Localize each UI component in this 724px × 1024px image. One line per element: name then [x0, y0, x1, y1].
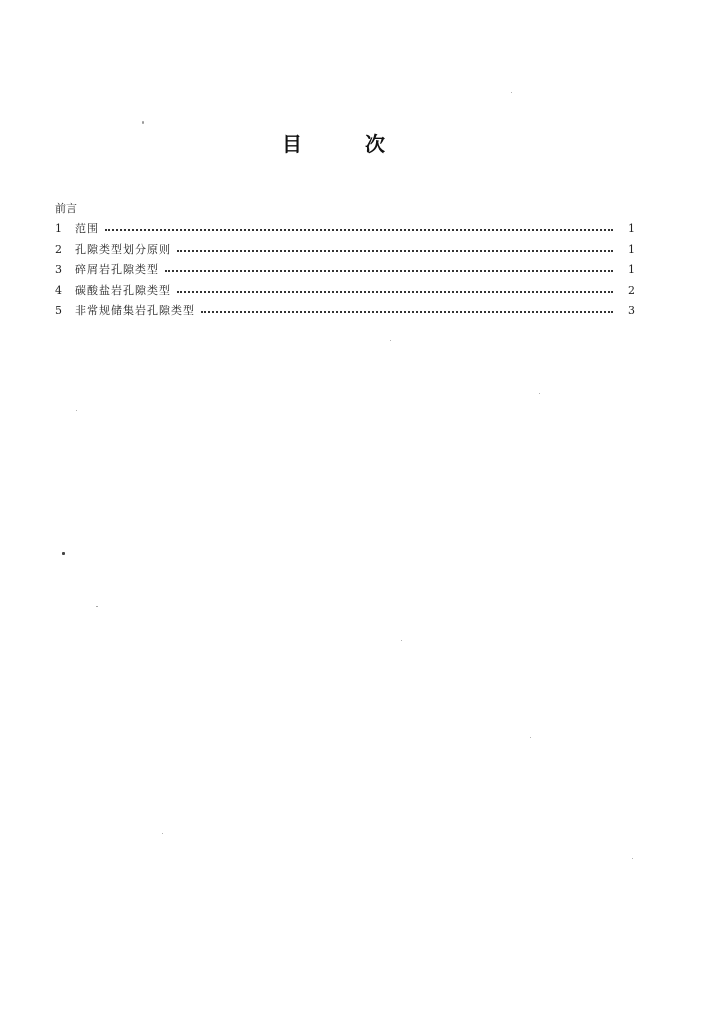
- toc-entry-label: 碎屑岩孔隙类型: [75, 263, 159, 277]
- toc-entry[interactable]: [55, 240, 635, 261]
- scan-speck: [401, 640, 402, 641]
- toc-leader-dots: [177, 291, 613, 293]
- toc-entry-number: 2: [55, 242, 62, 256]
- table-of-contents: [55, 201, 635, 322]
- toc-entry-label: 范围: [75, 222, 99, 236]
- toc-entry[interactable]: [55, 260, 635, 281]
- scan-speck: [511, 92, 512, 93]
- scan-speck: [96, 606, 98, 607]
- toc-leader-dots: [201, 311, 613, 313]
- toc-entry-page: 2: [628, 283, 635, 297]
- toc-entry[interactable]: [55, 301, 635, 322]
- toc-entry[interactable]: [55, 219, 635, 240]
- scan-speck: [62, 552, 65, 555]
- page-title: [0, 130, 724, 160]
- scan-speck: [632, 858, 633, 859]
- scan-speck: [539, 393, 540, 394]
- toc-entry-number: 5: [55, 304, 62, 318]
- scan-speck: [142, 121, 144, 124]
- toc-entry-page: 1: [628, 222, 635, 236]
- toc-entry[interactable]: [55, 281, 635, 302]
- title-char-1: 目: [282, 132, 302, 156]
- toc-leader-dots: [177, 250, 613, 252]
- toc-entry-label: 非常规储集岩孔隙类型: [75, 304, 195, 318]
- title-char-2: 次: [365, 132, 385, 156]
- toc-entry-page: 3: [628, 304, 635, 318]
- toc-entry-label: 孔隙类型划分原则: [75, 242, 171, 256]
- toc-entry-page: 1: [628, 242, 635, 256]
- toc-leader-dots: [165, 270, 613, 272]
- scan-speck: [76, 410, 77, 411]
- toc-leader-dots: [105, 229, 613, 231]
- toc-entry-number: 3: [55, 263, 62, 277]
- toc-entry-label: 碳酸盐岩孔隙类型: [75, 283, 171, 297]
- scan-speck: [530, 737, 531, 738]
- toc-entry-number: 4: [55, 283, 62, 297]
- toc-entry-number: 1: [55, 222, 62, 236]
- toc-preface: 前言: [55, 202, 77, 215]
- scan-speck: [390, 340, 391, 341]
- toc-entry-page: 1: [628, 263, 635, 277]
- scan-speck: [162, 833, 163, 834]
